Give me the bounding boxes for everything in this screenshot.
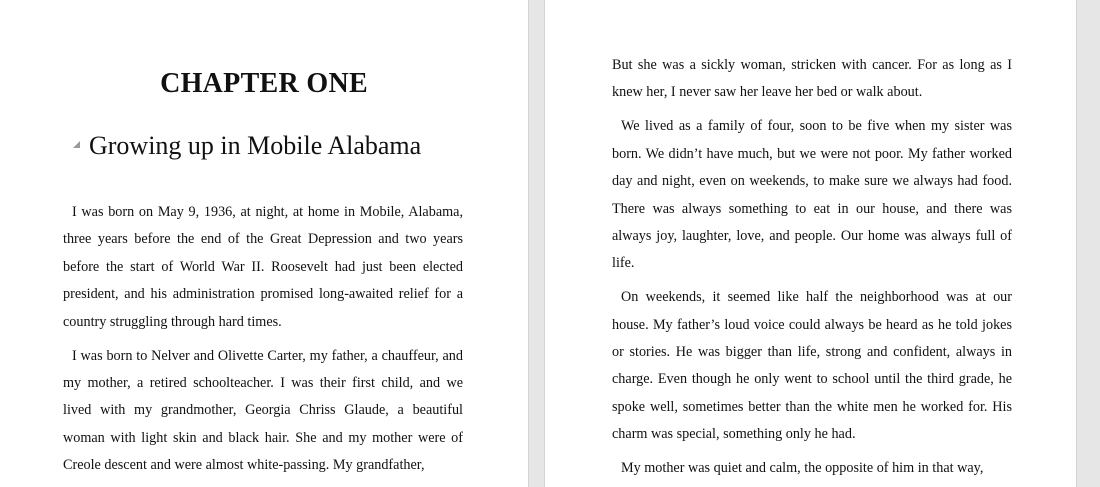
paragraph: But she was a sickly woman, stricken with cancer. For as long as I knew her, I never saw her leave her bed or walk about. bbox=[612, 57, 1012, 101]
paragraph: I was born on May 9, 1936, at night, at home in Mobile, Alabama, three years before the end of the Great Depression and two years before the start of World War II. Roosevelt had just been elected president, and his administration promised long-awaited relief for a country struggling through hard times. bbox=[63, 204, 463, 330]
document-page-right bbox=[545, 0, 1076, 487]
chapter-title: CHAPTER ONE bbox=[160, 68, 368, 99]
paragraph: We lived as a family of four, soon to be five when my sister was born. We didn’t have much, but we were not poor. My father worked day and night, even on weekends, to make sure we always had food. There was always something to eat in our house, and there was always joy, laughter, love, and people. Our home was always full of life. bbox=[612, 118, 1012, 272]
body-text-left bbox=[63, 199, 463, 486]
collapse-triangle-icon[interactable] bbox=[73, 141, 80, 148]
section-heading: Growing up in Mobile Alabama bbox=[89, 131, 422, 160]
paragraph: On weekends, it seemed like half the neighborhood was at our house. My father’s loud voice could always be heard as he told jokes or stories. He was bigger than life, strong and confident, always in charge. Even though he only went to school until the third grade, he spoke well, sometimes better than the white men he worked for. His charm was special, something only he had. bbox=[612, 289, 1012, 443]
body-text-right bbox=[612, 52, 1012, 487]
paragraph: I was born to Nelver and Olivette Carter, my father, a chauffeur, and my mother, a retired schoolteacher. I was their first child, and we lived with my grandmother, Georgia Chriss Glaude, a beautiful woman with light skin and black hair. She and my mother were of Creole descent and were almost white-passing. My grandfather, bbox=[63, 347, 463, 474]
paragraph: My mother was quiet and calm, the opposite of him in that way, bbox=[621, 460, 984, 477]
document-page-left bbox=[0, 0, 528, 487]
